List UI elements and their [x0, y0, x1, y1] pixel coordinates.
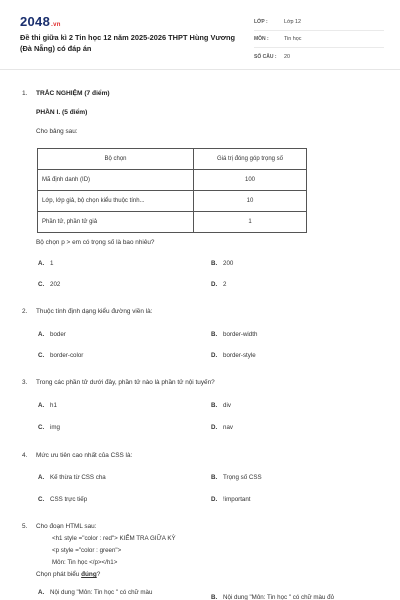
option-text: Trọng số CSS	[223, 474, 262, 481]
option-label: B.	[211, 474, 218, 481]
question-3	[22, 379, 382, 386]
question-4	[22, 452, 382, 459]
q2-option-b[interactable]	[211, 331, 257, 338]
option-text: CSS trực tiếp	[50, 496, 88, 503]
q1-option-d[interactable]	[211, 281, 226, 288]
option-label: A.	[38, 402, 45, 409]
option-label: D.	[211, 352, 218, 359]
document-header	[0, 0, 400, 70]
section-title	[22, 90, 110, 97]
table-header-row	[38, 149, 307, 170]
option-label: A.	[38, 589, 45, 596]
option-text: Nội dung "Môn: Tin học " có chữ màu	[50, 589, 153, 596]
table-cell: 100	[194, 170, 307, 191]
q4-option-d[interactable]	[211, 496, 251, 503]
section-title-text: TRẮC NGHIỆM (7 điểm)	[36, 90, 110, 97]
option-text: border-color	[50, 352, 84, 359]
question-5	[22, 523, 382, 530]
q2-option-d[interactable]	[211, 352, 256, 359]
option-text: boder	[50, 331, 66, 338]
question-number: 3.	[22, 379, 28, 386]
q3-option-b[interactable]	[211, 402, 231, 409]
meta-key: MÔN :	[254, 36, 269, 42]
q4-option-c[interactable]	[38, 496, 87, 503]
q4-option-a[interactable]	[38, 474, 106, 481]
option-label: C.	[38, 352, 45, 359]
exam-meta	[254, 14, 384, 65]
option-text: 2	[223, 281, 227, 288]
selector-weight-table	[37, 148, 307, 233]
question-text: Mức ưu tiên cao nhất của CSS là:	[36, 452, 133, 459]
code-line: Môn: Tin học </p></h1>	[52, 559, 118, 566]
table-header-cell: Giá trị đóng góp trọng số	[194, 149, 307, 170]
q2-option-a[interactable]	[38, 331, 66, 338]
meta-value: 20	[284, 53, 290, 60]
table-row	[38, 170, 307, 191]
question-number: 2.	[22, 308, 28, 315]
logo-suffix: .vn	[51, 22, 61, 28]
q1-option-a[interactable]	[38, 260, 53, 267]
site-logo[interactable]	[20, 14, 61, 29]
logo-text: 2048	[20, 14, 51, 29]
question-text: Cho đoạn HTML sau:	[36, 523, 97, 530]
q1-option-c[interactable]	[38, 281, 60, 288]
meta-row-subject	[254, 31, 384, 48]
option-text: 1	[50, 260, 54, 267]
option-label: D.	[211, 424, 218, 431]
question-number: 4.	[22, 452, 28, 459]
meta-key: LỚP :	[254, 19, 268, 25]
q3-option-d[interactable]	[211, 424, 233, 431]
q3-option-a[interactable]	[38, 402, 57, 409]
question-text: Thuộc tính định dạng kiểu đường viền là:	[36, 308, 153, 315]
document-title: Đề thi giữa kì 2 Tin học 12 năm 2025-2026 THPT Hùng Vương (Đà Nẵng) có đáp án	[20, 33, 236, 53]
option-text: img	[50, 424, 60, 431]
option-label: C.	[38, 281, 45, 288]
table-intro: Cho bảng sau:	[36, 128, 78, 135]
option-label: C.	[38, 424, 45, 431]
meta-row-count	[254, 48, 384, 65]
table-cell: 1	[194, 212, 307, 233]
option-text: border-style	[223, 352, 256, 359]
option-text: div	[223, 402, 231, 409]
q1-option-b[interactable]	[211, 260, 233, 267]
prompt-suffix: ?	[96, 571, 101, 578]
meta-value: Lớp 12	[284, 19, 302, 25]
table-cell: Phần tử, phần tử giả	[38, 212, 194, 233]
q3-option-c[interactable]	[38, 424, 60, 431]
q4-option-b[interactable]	[211, 474, 262, 481]
q5-option-a[interactable]	[38, 589, 152, 596]
question-number: 5.	[22, 523, 28, 530]
question-text: Trong các phần tử dưới đây, phần tử nào là phần tử nội tuyến?	[36, 379, 215, 386]
prompt-prefix: Chọn phát biểu	[36, 571, 82, 578]
option-text: Kế thừa từ CSS cha	[50, 474, 106, 481]
question-2	[22, 308, 382, 315]
meta-row-class	[254, 14, 384, 31]
code-line: <h1 style ="color : red"> KIỂM TRA GIỮA KỲ	[52, 535, 176, 542]
meta-key: SỐ CÂU :	[254, 53, 277, 60]
option-text: 202	[50, 281, 61, 288]
option-label: D.	[211, 496, 218, 503]
question-5-prompt	[36, 571, 100, 578]
code-line: <p style ="color : green">	[52, 547, 122, 554]
option-text: 200	[223, 260, 234, 267]
option-text: h1	[50, 402, 57, 409]
table-header-cell: Bộ chọn	[38, 149, 194, 170]
option-text: nav	[223, 424, 233, 431]
table-row	[38, 191, 307, 212]
meta-value: Tin học	[284, 36, 302, 42]
option-label: B.	[211, 594, 218, 600]
table-cell: 10	[194, 191, 307, 212]
table-row	[38, 212, 307, 233]
option-label: B.	[211, 331, 218, 338]
q2-option-c[interactable]	[38, 352, 83, 359]
option-text: !important	[223, 496, 251, 503]
question-1-text: Bộ chọn p > em có trọng số là bao nhiêu?	[36, 239, 155, 246]
section-number: 1.	[22, 90, 28, 97]
option-label: D.	[211, 281, 218, 288]
option-label: B.	[211, 260, 218, 267]
part-title: PHẦN I. (5 điểm)	[36, 109, 88, 116]
option-label: A.	[38, 260, 45, 267]
table-cell: Mã định danh (ID)	[38, 170, 194, 191]
option-text: border-width	[223, 331, 258, 338]
table-cell: Lớp, lớp giả, bộ chọn kiểu thuộc tính...	[38, 191, 194, 212]
prompt-emphasis: đúng	[81, 571, 97, 578]
q5-option-b[interactable]	[211, 594, 334, 600]
option-label: C.	[38, 496, 45, 503]
option-label: A.	[38, 474, 45, 481]
option-label: B.	[211, 402, 218, 409]
option-text: Nội dung "Môn: Tin học " có chữ màu đỏ	[223, 594, 335, 600]
option-label: A.	[38, 331, 45, 338]
